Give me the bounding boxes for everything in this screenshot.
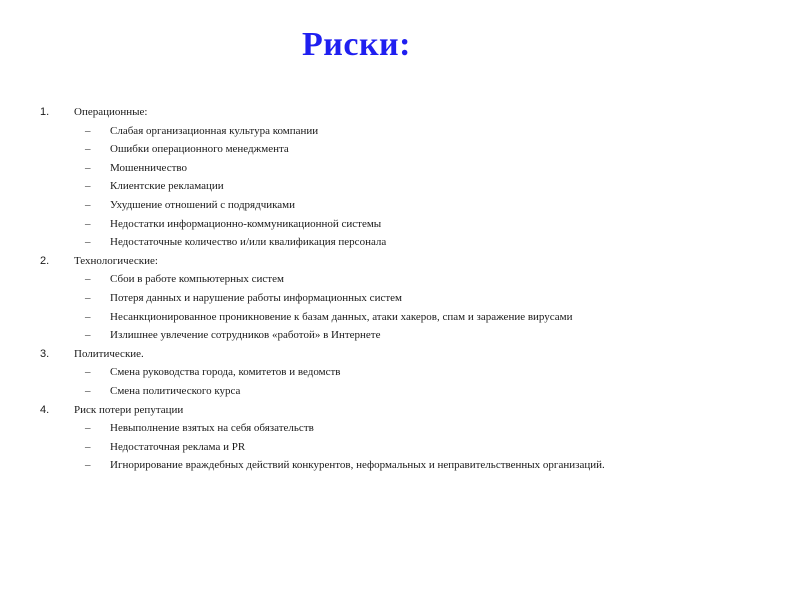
list-item: [40, 382, 740, 401]
dash-bullet: –: [85, 198, 91, 211]
dash-bullet: –: [85, 273, 91, 286]
list-item-text: Смена руководства города, комитетов и ведомств: [110, 366, 341, 379]
section-title: Операционные:: [74, 106, 148, 118]
section-header: [40, 252, 740, 271]
list-item-text: Смена политического курса: [110, 384, 241, 397]
dash-bullet: –: [85, 366, 91, 379]
list-item: [40, 456, 740, 475]
dash-bullet: –: [85, 180, 91, 193]
section-number: 2.: [40, 254, 50, 267]
list-item: [40, 215, 740, 234]
dash-bullet: –: [85, 143, 91, 156]
risk-section-reputation: [40, 401, 740, 475]
risk-section-technological: [40, 252, 740, 345]
list-item: [40, 419, 740, 438]
section-number: 3.: [40, 347, 50, 360]
section-number: 1.: [40, 106, 50, 118]
list-item-text: Мошенничество: [110, 161, 188, 174]
list-item-text: Слабая организационная культура компании: [110, 124, 319, 137]
list-item-text: Несанкционированное проникновение к базам данных, атаки хакеров, спам и заражение вирусами: [110, 310, 573, 323]
dash-bullet: –: [85, 440, 91, 453]
section-header: [40, 401, 740, 420]
list-item-text: Недостаточные количество и/или квалификация персонала: [110, 236, 387, 249]
list-item: [40, 308, 740, 327]
list-item: [40, 233, 740, 252]
section-title: Политические.: [74, 347, 144, 360]
list-item: [40, 122, 740, 141]
list-item: [40, 159, 740, 178]
list-item: [40, 177, 740, 196]
risk-list: [40, 103, 740, 475]
list-item-text: Клиентские рекламации: [110, 180, 224, 193]
dash-bullet: –: [85, 310, 91, 323]
list-item-text: Потеря данных и нарушение работы информационных систем: [110, 291, 402, 304]
list-item-text: Ухудшение отношений с подрядчиками: [110, 198, 296, 211]
list-item-text: Недостаточная реклама и PR: [110, 440, 246, 453]
dash-bullet: –: [85, 236, 91, 249]
dash-bullet: –: [85, 422, 91, 435]
dash-bullet: –: [85, 384, 91, 397]
list-item: [40, 438, 740, 457]
list-item-text: Невыполнение взятых на себя обязательств: [110, 422, 314, 435]
risk-section-operational: [40, 103, 740, 252]
dash-bullet: –: [85, 329, 91, 342]
list-item-text: Сбои в работе компьютерных систем: [110, 273, 284, 286]
slide-title: Риски:: [302, 26, 411, 63]
dash-bullet: –: [85, 124, 91, 137]
section-number: 4.: [40, 403, 50, 416]
list-item-text: Ошибки операционного менеджмента: [110, 143, 289, 156]
list-item: [40, 363, 740, 382]
list-item: [40, 140, 740, 159]
list-item-text: Недостатки информационно-коммуникационной системы: [110, 217, 382, 230]
section-title: Технологические:: [74, 254, 158, 267]
dash-bullet: –: [85, 459, 91, 472]
list-item: [40, 270, 740, 289]
section-header: [40, 345, 740, 364]
list-item-text: Игнорирование враждебных действий конкурентов, неформальных и неправительственных организаций.: [110, 459, 605, 472]
section-header: [40, 103, 740, 122]
list-item: [40, 196, 740, 215]
list-item: [40, 289, 740, 308]
section-title: Риск потери репутации: [74, 403, 184, 416]
dash-bullet: –: [85, 291, 91, 304]
list-item-text: Излишнее увлечение сотрудников «работой» в Интернете: [110, 329, 381, 342]
dash-bullet: –: [85, 217, 91, 230]
dash-bullet: –: [85, 161, 91, 174]
list-item: [40, 326, 740, 345]
risk-section-political: [40, 345, 740, 401]
